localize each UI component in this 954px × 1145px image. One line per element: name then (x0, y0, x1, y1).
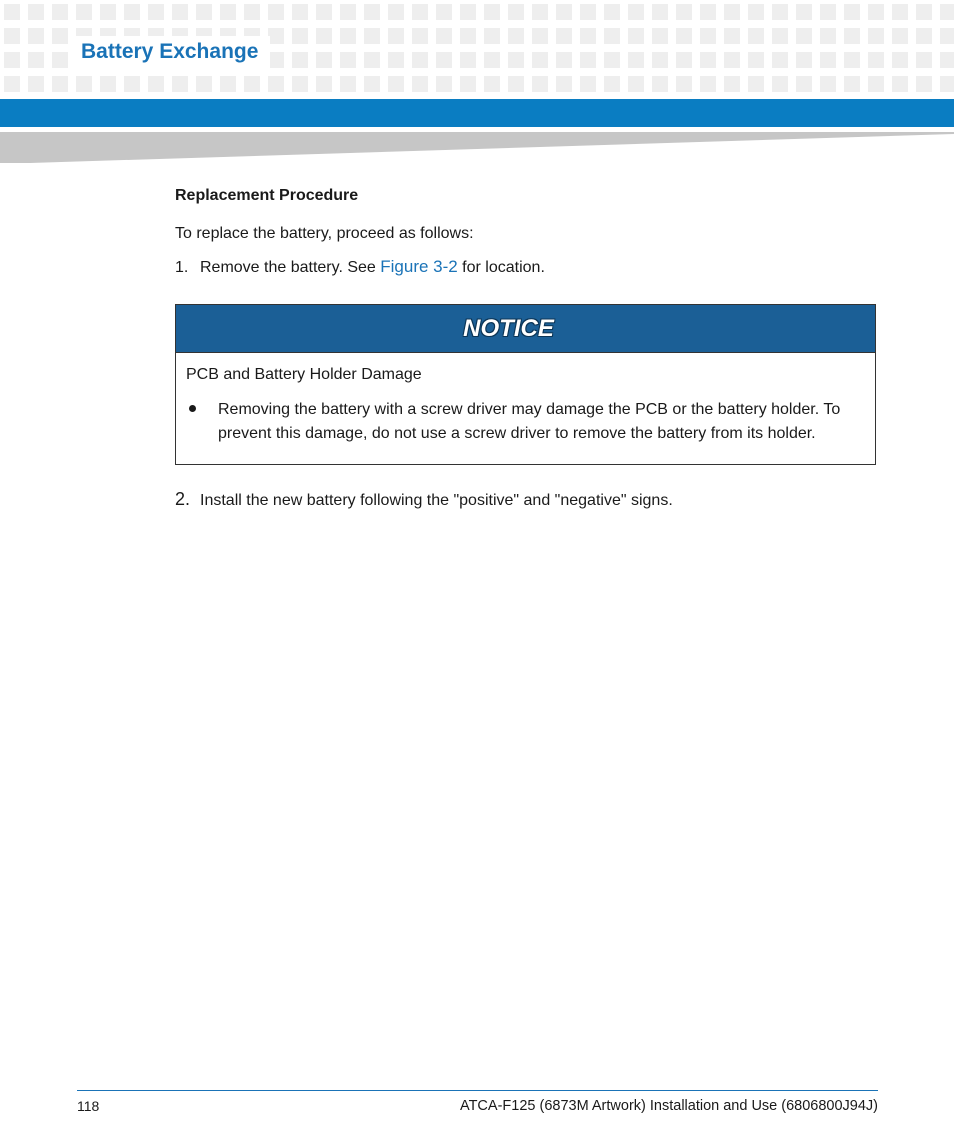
notice-subject: PCB and Battery Holder Damage (186, 366, 422, 383)
page-number: 118 (77, 1098, 100, 1114)
header-gray-wedge (0, 132, 954, 163)
step-2 (175, 489, 673, 510)
bullet-dot-icon (189, 405, 196, 412)
step-number: 1. (175, 259, 189, 276)
step-text: Install the new battery following the "positive" and "negative" signs. (200, 492, 673, 509)
step-text-after: for location. (457, 259, 545, 276)
figure-link[interactable]: Figure 3-2 (380, 257, 458, 276)
footer-rule (77, 1090, 878, 1091)
step-1 (175, 257, 545, 277)
page-title: Battery Exchange (81, 40, 259, 63)
notice-box (175, 304, 876, 465)
notice-bullet-text: Removing the battery with a screw driver may damage the PCB or the battery holder. To prevent this damage, do not use a screw driver to remove the battery from its holder. (218, 401, 841, 442)
document-title: ATCA-F125 (6873M Artwork) Installation and Use (6806800J94J) (459, 1098, 878, 1114)
intro-text: To replace the battery, proceed as follows: (175, 225, 474, 242)
notice-header (176, 305, 875, 353)
step-number: 2. (175, 489, 191, 509)
step-text: Remove the battery. See (200, 259, 381, 276)
header-blue-bar (0, 99, 954, 127)
notice-title: NOTICE (463, 314, 554, 342)
section-heading: Replacement Procedure (175, 187, 359, 204)
